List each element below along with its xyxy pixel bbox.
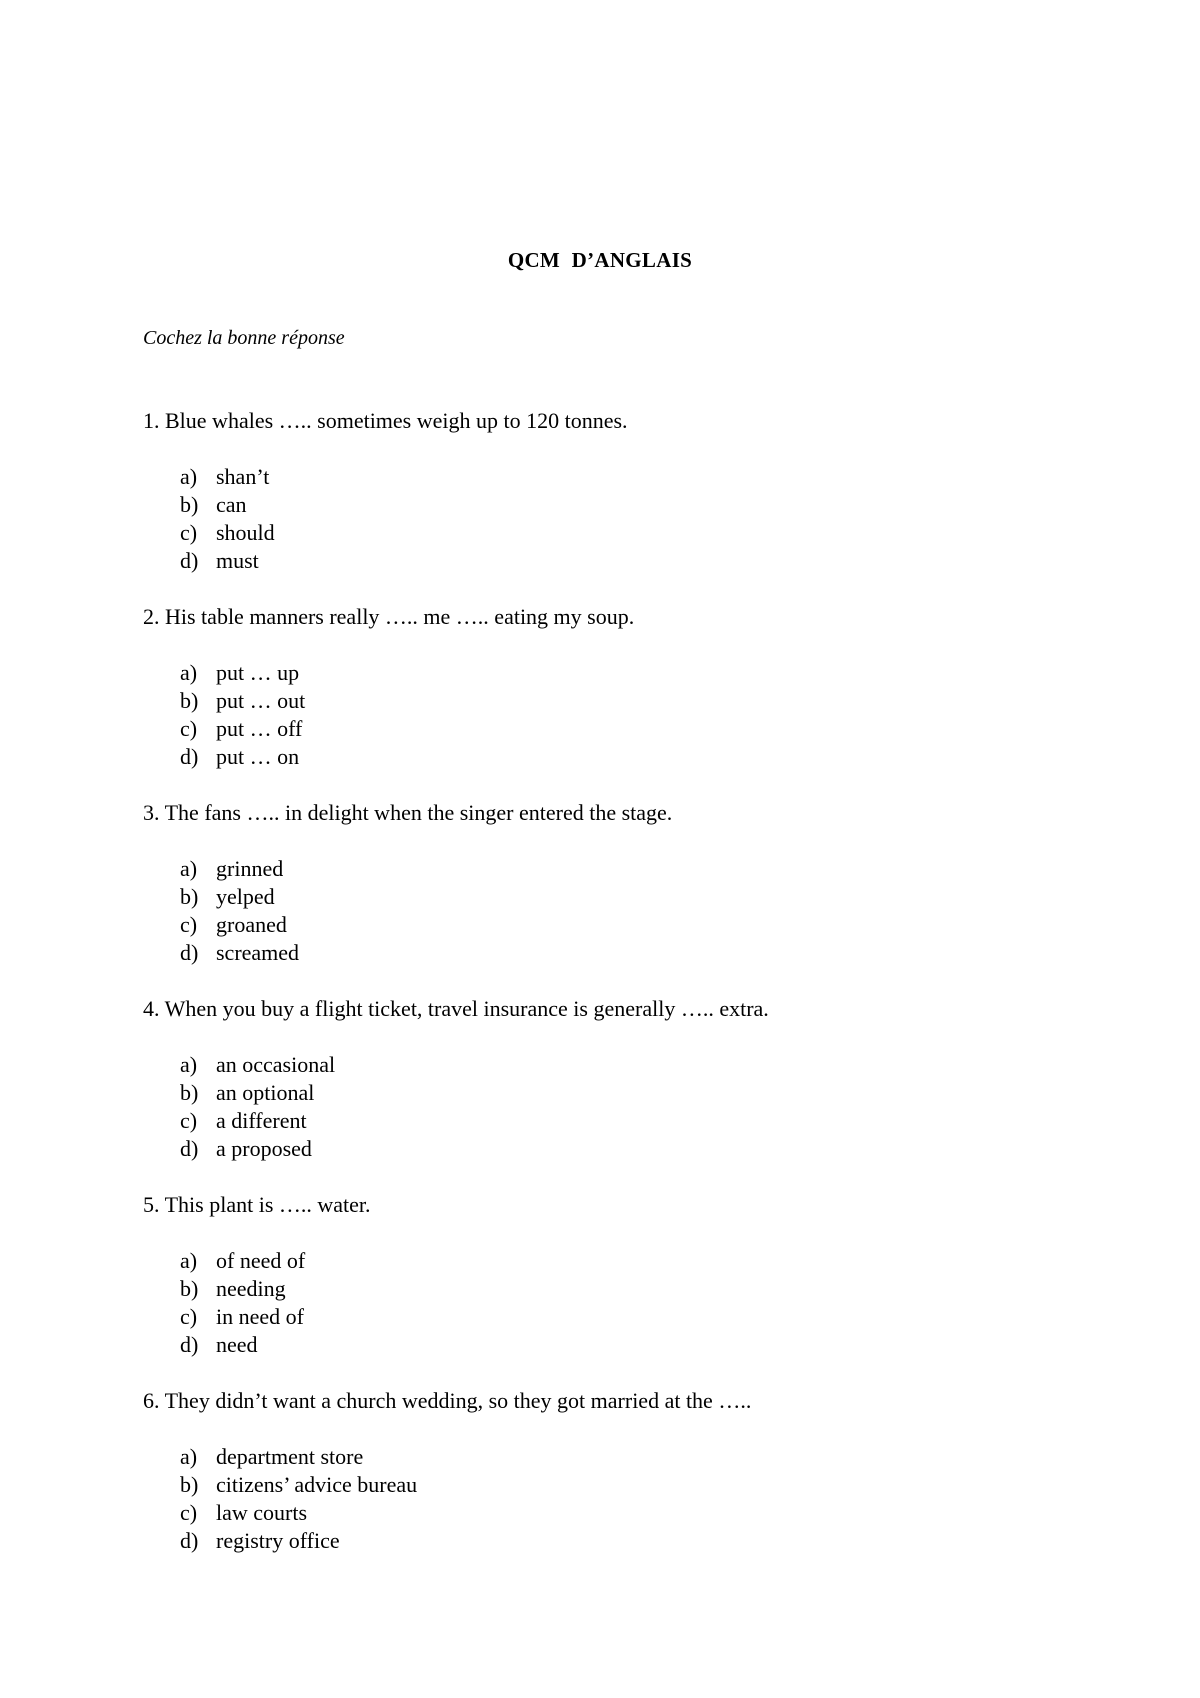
option-d[interactable] [180,1527,1143,1555]
question-6 [143,1387,1143,1555]
question-2 [143,603,1143,771]
option-a[interactable] [180,659,1143,687]
option-b[interactable] [180,1079,1143,1107]
option-letter: c) [180,1500,198,1525]
option-label: a proposed [216,1136,312,1161]
question-number: 5. [143,1192,160,1217]
option-letter: a) [180,660,198,685]
option-b[interactable] [180,687,1143,715]
option-c[interactable] [180,1107,1143,1135]
question-text [143,1191,1143,1219]
option-list [143,659,1143,771]
option-letter: c) [180,912,198,937]
option-c[interactable] [180,1499,1143,1527]
option-label: put … out [216,688,306,713]
option-letter: b) [180,884,199,909]
question-1 [143,407,1143,575]
option-d[interactable] [180,743,1143,771]
option-label: law courts [216,1500,308,1525]
option-label: registry office [216,1528,340,1553]
option-c[interactable] [180,1303,1143,1331]
option-label: can [216,492,247,517]
option-letter: d) [180,1528,199,1553]
option-label: put … off [216,716,303,741]
question-number: 4. [143,996,160,1021]
option-label: an occasional [216,1052,336,1077]
option-label: put … on [216,744,300,769]
option-letter: c) [180,520,198,545]
option-letter: a) [180,1052,198,1077]
option-letter: a) [180,464,198,489]
option-letter: c) [180,716,198,741]
question-4 [143,995,1143,1163]
option-label: grinned [216,856,284,881]
option-a[interactable] [180,463,1143,491]
question-text [143,799,1143,827]
question-prompt: The fans ….. in delight when the singer entered the stage. [164,800,673,825]
option-a[interactable] [180,855,1143,883]
option-label: groaned [216,912,287,937]
question-3 [143,799,1143,967]
option-a[interactable] [180,1051,1143,1079]
question-number: 6. [143,1388,160,1413]
option-list [143,1247,1143,1359]
question-prompt: His table manners really ….. me ….. eating my soup. [165,604,635,629]
option-list [143,1051,1143,1163]
option-b[interactable] [180,491,1143,519]
question-number: 1. [143,408,160,433]
option-letter: c) [180,1108,198,1133]
option-letter: b) [180,1472,199,1497]
option-d[interactable] [180,547,1143,575]
question-text [143,407,1143,435]
option-letter: d) [180,744,199,769]
option-c[interactable] [180,519,1143,547]
option-d[interactable] [180,939,1143,967]
option-letter: a) [180,1248,198,1273]
question-number: 3. [143,800,160,825]
option-letter: d) [180,1332,199,1357]
option-c[interactable] [180,715,1143,743]
option-letter: b) [180,492,199,517]
option-list [143,463,1143,575]
question-list [143,407,1143,1583]
question-text [143,603,1143,631]
option-a[interactable] [180,1247,1143,1275]
option-letter: a) [180,1444,198,1469]
question-prompt: This plant is ….. water. [164,1192,371,1217]
option-label: in need of [216,1304,304,1329]
option-label: need [216,1332,258,1357]
option-letter: a) [180,856,198,881]
option-label: should [216,520,275,545]
option-label: an optional [216,1080,315,1105]
option-label: screamed [216,940,300,965]
question-prompt: Blue whales ….. sometimes weigh up to 120 tonnes. [165,408,628,433]
question-prompt: When you buy a flight ticket, travel insurance is generally ….. extra. [164,996,769,1021]
option-b[interactable] [180,1471,1143,1499]
option-letter: c) [180,1304,198,1329]
question-text [143,995,1143,1023]
option-label: a different [216,1108,307,1133]
question-text [143,1387,1143,1415]
option-label: must [216,548,259,573]
question-prompt: They didn’t want a church wedding, so they got married at the ….. [164,1388,752,1413]
option-letter: b) [180,688,199,713]
option-list [143,855,1143,967]
option-c[interactable] [180,911,1143,939]
option-label: department store [216,1444,364,1469]
option-letter: d) [180,548,199,573]
option-a[interactable] [180,1443,1143,1471]
option-letter: d) [180,1136,199,1161]
question-number: 2. [143,604,160,629]
instruction-text: Cochez la bonne réponse [143,327,345,349]
question-5 [143,1191,1143,1359]
option-letter: b) [180,1276,199,1301]
option-letter: d) [180,940,199,965]
option-label: put … up [216,660,300,685]
option-label: needing [216,1276,286,1301]
option-list [143,1443,1143,1555]
option-b[interactable] [180,883,1143,911]
option-d[interactable] [180,1331,1143,1359]
option-label: of need of [216,1248,306,1273]
page-title: QCM D’ANGLAIS [507,248,693,272]
option-label: shan’t [216,464,270,489]
option-label: citizens’ advice bureau [216,1472,418,1497]
option-label: yelped [216,884,275,909]
option-letter: b) [180,1080,199,1105]
option-d[interactable] [180,1135,1143,1163]
option-b[interactable] [180,1275,1143,1303]
